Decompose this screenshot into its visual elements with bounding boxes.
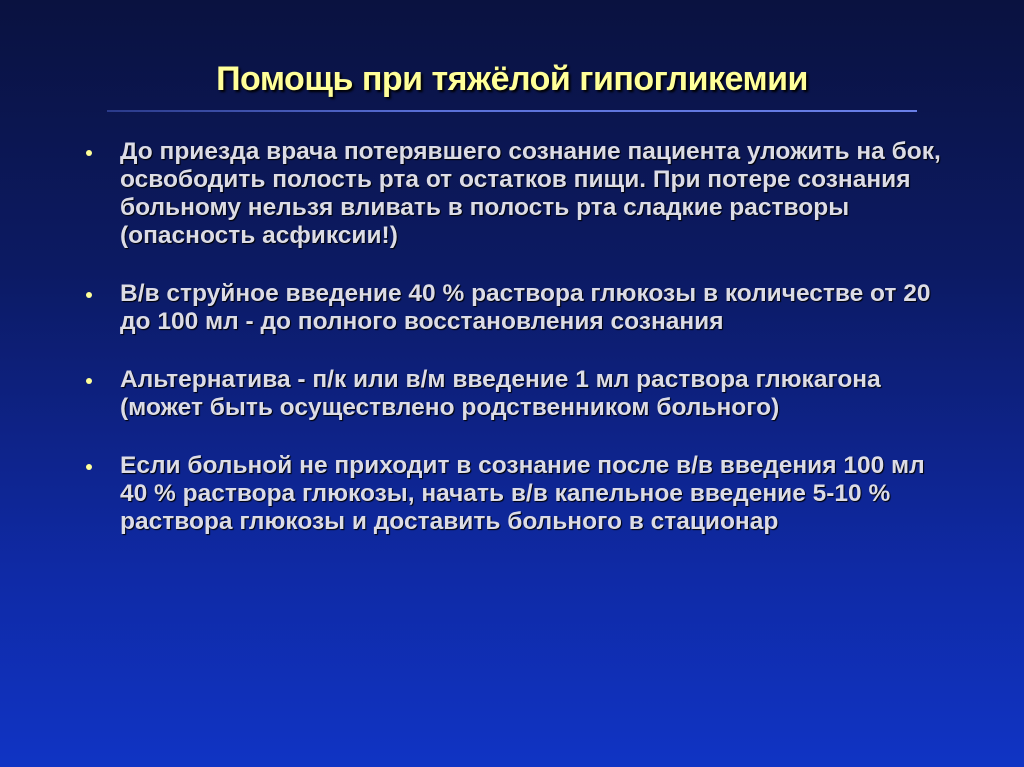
bullet-text: Альтернатива - п/к или в/м введение 1 мл раствора глюкагона (может быть осуществлено родственником больного) xyxy=(120,366,881,421)
bullet-list xyxy=(86,138,946,566)
bullet-item xyxy=(86,280,946,336)
bullet-text: До приезда врача потерявшего сознание пациента уложить на бок, освободить полость рта от остатков пищи. При потере сознания больному нельзя вливать в полость рта сладкие растворы (опасность асфиксии!) xyxy=(120,138,941,249)
bullet-item xyxy=(86,366,946,422)
bullet-dot-icon xyxy=(86,292,92,298)
bullet-dot-icon xyxy=(86,378,92,384)
bullet-text: В/в струйное введение 40 % раствора глюкозы в количестве от 20 до 100 мл - до полного восстановления сознания xyxy=(120,280,931,335)
slide-title: Помощь при тяжёлой гипогликемии xyxy=(216,60,808,98)
title-divider xyxy=(107,110,917,112)
bullet-item xyxy=(86,452,946,536)
bullet-dot-icon xyxy=(86,464,92,470)
bullet-dot-icon xyxy=(86,150,92,156)
bullet-item xyxy=(86,138,946,250)
bullet-text: Если больной не приходит в сознание после в/в введения 100 мл 40 % раствора глюкозы, начать в/в капельное введение 5-10 % раствора глюкозы и доставить больного в стационар xyxy=(120,452,925,535)
